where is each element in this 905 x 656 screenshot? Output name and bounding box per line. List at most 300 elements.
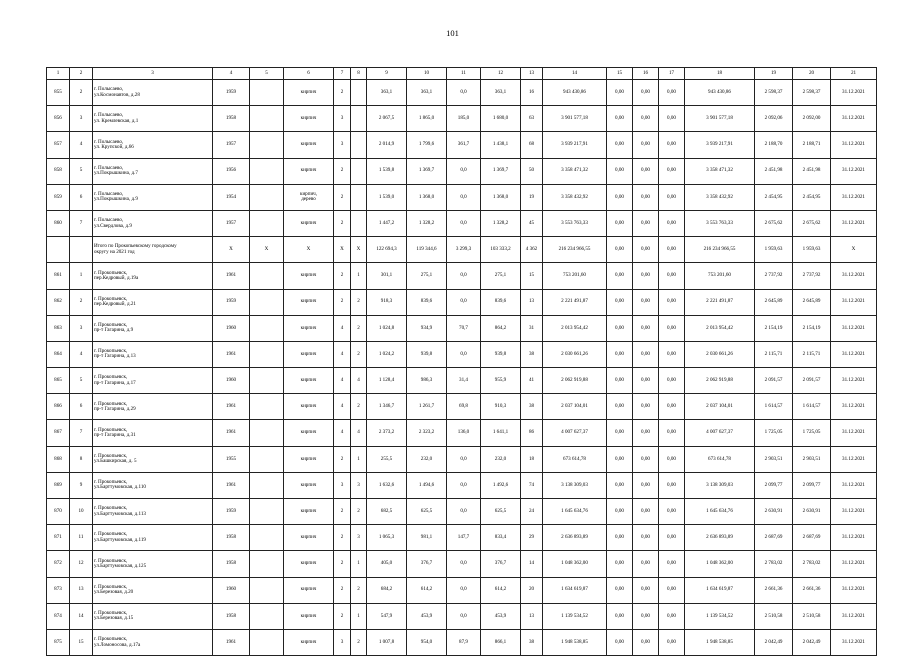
table-cell: 0,00 <box>607 525 633 551</box>
table-cell: 31.12.2021 <box>831 446 877 472</box>
table-cell: 2 323,2 <box>407 420 447 446</box>
table-cell: 1961 <box>213 472 250 498</box>
column-number-cell: 17 <box>659 68 685 80</box>
table-cell: 1 065,3 <box>367 525 407 551</box>
table-cell: 2 188,71 <box>793 132 831 158</box>
table-cell: 31.12.2021 <box>831 158 877 184</box>
table-cell: кирпич <box>284 629 334 655</box>
table-cell: 0,00 <box>607 80 633 106</box>
table-cell <box>250 158 284 184</box>
table-cell: 0,0 <box>447 184 481 210</box>
table-cell <box>250 315 284 341</box>
table-cell: 2 <box>334 210 351 236</box>
table-cell: 1 634 619,87 <box>543 577 607 603</box>
table-cell: 0,0 <box>447 80 481 106</box>
table-cell: 31.12.2021 <box>831 315 877 341</box>
table-row <box>47 289 877 315</box>
table-cell: 2 030 661,26 <box>543 341 607 367</box>
column-number-cell: 11 <box>447 68 481 80</box>
table-cell: 1 139 534,52 <box>685 603 755 629</box>
table-cell: 14 <box>70 603 93 629</box>
address-cell: г. Прокопьевск, пр-т Гагарина, д.9 <box>93 315 213 341</box>
table-cell: 6 <box>70 184 93 210</box>
table-cell: 5 <box>70 368 93 394</box>
table-cell: 1 447,2 <box>367 210 407 236</box>
table-cell: 15 <box>521 263 543 289</box>
table-cell: 839,6 <box>481 289 521 315</box>
table-cell: 0,0 <box>447 210 481 236</box>
table-cell: кирпич <box>284 132 334 158</box>
table-cell: 3 358 432,92 <box>543 184 607 210</box>
table-cell: 2 037 104,01 <box>685 394 755 420</box>
table-cell: 2 221 491,87 <box>685 289 755 315</box>
column-number-cell: 18 <box>685 68 755 80</box>
table-cell: 0,00 <box>659 210 685 236</box>
table-cell: 6 <box>70 394 93 420</box>
table-cell: 0,00 <box>633 106 659 132</box>
table-cell: 1 368,0 <box>481 184 521 210</box>
table-cell: 2 062 919,88 <box>543 368 607 394</box>
table-cell: 3 939 217,91 <box>685 132 755 158</box>
table-cell: 875 <box>47 629 70 655</box>
table-cell: 0,00 <box>607 499 633 525</box>
table-cell: 74 <box>521 472 543 498</box>
table-row <box>47 499 877 525</box>
table-cell: 103 333,2 <box>481 237 521 263</box>
table-cell: 0,00 <box>607 263 633 289</box>
table-cell: 1 959,63 <box>793 237 831 263</box>
table-row <box>47 629 877 655</box>
table-cell <box>351 210 367 236</box>
table-cell: 753 201,60 <box>543 263 607 289</box>
table-cell: 0,0 <box>447 472 481 498</box>
table-row <box>47 210 877 236</box>
table-cell: 2 903,51 <box>793 446 831 472</box>
table-cell: 2 737,92 <box>755 263 793 289</box>
table-cell: 0,00 <box>659 446 685 472</box>
column-number-row <box>47 68 877 80</box>
table-cell: 31.12.2021 <box>831 525 877 551</box>
table-cell: 3 553 763,33 <box>543 210 607 236</box>
table-cell: 614,2 <box>407 577 447 603</box>
table-cell: 2 <box>334 446 351 472</box>
table-row <box>47 446 877 472</box>
table-cell: 1 369,7 <box>481 158 521 184</box>
table-cell: 1958 <box>213 603 250 629</box>
table-cell: 1 948 538,85 <box>685 629 755 655</box>
table-cell: 861 <box>47 263 70 289</box>
table-row <box>47 472 877 498</box>
address-cell: г. Полысаево, ул. Крупской, д.66 <box>93 132 213 158</box>
table-cell: 2 014,9 <box>367 132 407 158</box>
table-cell: 1 614,57 <box>793 394 831 420</box>
table-cell: 753 201,60 <box>685 263 755 289</box>
table-cell: 0,00 <box>607 315 633 341</box>
table-cell: 1955 <box>213 446 250 472</box>
table-cell: 2 687,69 <box>793 525 831 551</box>
table-cell: 2 <box>351 629 367 655</box>
table-cell: 376,7 <box>481 551 521 577</box>
table-cell: 866 <box>47 394 70 420</box>
table-cell: 1958 <box>213 106 250 132</box>
table-cell <box>351 158 367 184</box>
table-row <box>47 577 877 603</box>
table-row <box>47 525 877 551</box>
table-cell: 24 <box>521 499 543 525</box>
table-cell <box>351 184 367 210</box>
table-cell: 3 939 217,91 <box>543 132 607 158</box>
table-cell: 4 <box>334 368 351 394</box>
table-cell: 2 675,62 <box>793 210 831 236</box>
table-cell: 1960 <box>213 315 250 341</box>
table-cell: 5 <box>70 158 93 184</box>
table-cell <box>250 210 284 236</box>
table-cell: 1 139 534,52 <box>543 603 607 629</box>
table-cell: 4 <box>334 341 351 367</box>
table-cell: 2 737,92 <box>793 263 831 289</box>
table-cell: 4 <box>351 368 367 394</box>
table-cell: 147,7 <box>447 525 481 551</box>
table-cell: кирпич <box>284 341 334 367</box>
table-cell: кирпич <box>284 603 334 629</box>
table-cell: 0,00 <box>633 629 659 655</box>
table-cell: 2 636 893,89 <box>685 525 755 551</box>
table-cell: 0,00 <box>633 525 659 551</box>
table-cell: кирпич <box>284 577 334 603</box>
table-cell: 19 <box>521 184 543 210</box>
table-cell: 31.12.2021 <box>831 420 877 446</box>
table-cell <box>250 106 284 132</box>
table-cell: 1 024,8 <box>367 315 407 341</box>
table-cell: 2 661,36 <box>755 577 793 603</box>
table-cell: 3 299,3 <box>447 237 481 263</box>
table-cell: 3 <box>334 629 351 655</box>
table-cell: 625,5 <box>481 499 521 525</box>
table-row <box>47 341 877 367</box>
table-cell: 31.12.2021 <box>831 577 877 603</box>
table-cell: 31.12.2021 <box>831 132 877 158</box>
table-cell: 1957 <box>213 210 250 236</box>
table-cell: 0,00 <box>607 472 633 498</box>
table-row <box>47 184 877 210</box>
table-cell: 0,00 <box>607 603 633 629</box>
table-cell: 2 630,91 <box>755 499 793 525</box>
table-cell: 1959 <box>213 80 250 106</box>
table-row <box>47 394 877 420</box>
table-cell: 2 091,57 <box>793 368 831 394</box>
table-cell: 1 346,7 <box>367 394 407 420</box>
table-cell: 2 <box>70 80 93 106</box>
table-cell: 0,00 <box>607 341 633 367</box>
table-cell: 1 539,8 <box>367 158 407 184</box>
table-cell: 1 328,2 <box>481 210 521 236</box>
table-cell: 3 <box>334 132 351 158</box>
table-cell: 216 234 966,55 <box>685 237 755 263</box>
table-cell: 4 <box>334 394 351 420</box>
address-cell: г. Прокопьевск, ул.Барттумовская, д.113 <box>93 499 213 525</box>
table-cell: 255,5 <box>367 446 407 472</box>
table-cell: 1 614,57 <box>755 394 793 420</box>
table-cell <box>250 420 284 446</box>
table-cell: 867 <box>47 420 70 446</box>
address-cell: г. Прокопьевск, ул.Березовая, д.20 <box>93 577 213 603</box>
table-cell: 0,0 <box>447 551 481 577</box>
table-cell: 986,3 <box>407 368 447 394</box>
table-cell: кирпич <box>284 289 334 315</box>
table-cell: 38 <box>521 394 543 420</box>
table-cell: 1 492,6 <box>481 472 521 498</box>
table-cell: 2 013 954,42 <box>685 315 755 341</box>
column-number-cell: 4 <box>213 68 250 80</box>
table-cell: 918,3 <box>367 289 407 315</box>
table-cell: 871 <box>47 525 70 551</box>
table-cell: 2 661,36 <box>793 577 831 603</box>
table-cell: 857 <box>47 132 70 158</box>
table-cell: 2 092,06 <box>755 106 793 132</box>
table-cell: 68 <box>521 132 543 158</box>
table-cell: 376,7 <box>407 551 447 577</box>
table-cell: кирпич <box>284 158 334 184</box>
table-cell: 939,8 <box>407 341 447 367</box>
table-cell: 13 <box>521 289 543 315</box>
table-cell: 15 <box>70 629 93 655</box>
table-cell: 0,00 <box>633 315 659 341</box>
table-cell: 3 138 309,03 <box>543 472 607 498</box>
table-cell: 1956 <box>213 158 250 184</box>
table-cell: 2 188,70 <box>755 132 793 158</box>
table-cell: 232,0 <box>481 446 521 472</box>
table-cell: 0,00 <box>659 577 685 603</box>
table-cell: 41 <box>521 368 543 394</box>
table-cell: 1961 <box>213 263 250 289</box>
table-cell: 2 598,37 <box>755 80 793 106</box>
table-cell: 31,4 <box>447 368 481 394</box>
table-cell: 870 <box>47 499 70 525</box>
table-cell <box>70 237 93 263</box>
table-cell: кирпич <box>284 499 334 525</box>
column-number-cell: 10 <box>407 68 447 80</box>
table-cell: 2 <box>334 551 351 577</box>
table-cell: 2 454,95 <box>755 184 793 210</box>
table-cell: 31.12.2021 <box>831 551 877 577</box>
table-cell: 8 <box>70 446 93 472</box>
table-cell: 0,00 <box>633 158 659 184</box>
table-cell: 2 <box>334 499 351 525</box>
table-cell: 2 630,91 <box>793 499 831 525</box>
address-cell: г. Прокопьевск, пер.Кедровый, д.21 <box>93 289 213 315</box>
table-cell: 16 <box>521 80 543 106</box>
table-row <box>47 132 877 158</box>
table-cell: 2 154,19 <box>755 315 793 341</box>
table-cell: 2 042,49 <box>793 629 831 655</box>
table-cell: 9 <box>70 472 93 498</box>
column-number-cell: 14 <box>543 68 607 80</box>
table-cell <box>250 263 284 289</box>
table-cell: 12 <box>70 551 93 577</box>
table-cell: 0,00 <box>659 472 685 498</box>
table-cell: 1 645 634,76 <box>685 499 755 525</box>
table-cell: 0,0 <box>447 158 481 184</box>
column-number-cell: 12 <box>481 68 521 80</box>
table-cell: 547,9 <box>367 603 407 629</box>
table-cell: 625,5 <box>407 499 447 525</box>
table-cell <box>250 577 284 603</box>
table-cell: 0,00 <box>607 132 633 158</box>
table-cell: 31.12.2021 <box>831 629 877 655</box>
table-cell: 38 <box>521 341 543 367</box>
table-cell: 453,9 <box>407 603 447 629</box>
address-cell: г. Полысаево, ул.Космонавтов, д.28 <box>93 80 213 106</box>
table-cell: 2 <box>351 341 367 367</box>
table-cell: 0,0 <box>447 499 481 525</box>
table-cell: 0,00 <box>659 499 685 525</box>
table-cell: 0,0 <box>447 446 481 472</box>
table-row <box>47 263 877 289</box>
table-cell: 856 <box>47 106 70 132</box>
table-cell: 2 <box>351 499 367 525</box>
table-cell: 1 494,6 <box>407 472 447 498</box>
table-cell: 2 <box>70 289 93 315</box>
table-row <box>47 80 877 106</box>
table-cell: 2 062 919,88 <box>685 368 755 394</box>
table-cell: 2 092,00 <box>793 106 831 132</box>
table-cell <box>351 132 367 158</box>
table-cell: 0,00 <box>607 446 633 472</box>
table-cell: 2 <box>334 80 351 106</box>
address-cell: г. Полысаево, ул. Кремлевская, д.1 <box>93 106 213 132</box>
table-cell: 275,1 <box>481 263 521 289</box>
table-cell: 361,7 <box>447 132 481 158</box>
table-cell <box>250 132 284 158</box>
table-cell: 136,0 <box>447 420 481 446</box>
column-number-cell: 13 <box>521 68 543 80</box>
table-cell: 31.12.2021 <box>831 499 877 525</box>
column-number-cell: 20 <box>793 68 831 80</box>
table-cell: 910,3 <box>481 394 521 420</box>
table-cell: 0,00 <box>633 577 659 603</box>
table-cell: 673 614,78 <box>685 446 755 472</box>
table-cell: 981,1 <box>407 525 447 551</box>
table-cell: 673 614,78 <box>543 446 607 472</box>
table-cell: 859 <box>47 184 70 210</box>
table-cell: 864,2 <box>481 315 521 341</box>
table-cell: 2 099,77 <box>755 472 793 498</box>
table-cell: кирпич <box>284 263 334 289</box>
table-cell: кирпич <box>284 472 334 498</box>
table-cell: 31.12.2021 <box>831 472 877 498</box>
table-cell: 0,0 <box>447 263 481 289</box>
table-cell: 1959 <box>213 499 250 525</box>
table-cell: 1961 <box>213 394 250 420</box>
table-cell: X <box>284 237 334 263</box>
table-cell: 2 451,98 <box>793 158 831 184</box>
table-cell: 0,00 <box>633 289 659 315</box>
table-cell <box>250 184 284 210</box>
table-cell: 13 <box>521 603 543 629</box>
table-cell: 0,0 <box>447 289 481 315</box>
table-cell: 14 <box>521 551 543 577</box>
address-cell: г. Прокопьевск, ул.Башкирская, д. 5 <box>93 446 213 472</box>
total-row <box>47 237 877 263</box>
table-cell: 0,00 <box>633 368 659 394</box>
table-cell: X <box>831 237 877 263</box>
address-cell: г. Прокопьевск, ул.Барттумовская, д.110 <box>93 472 213 498</box>
table-cell <box>250 551 284 577</box>
table-cell: 31.12.2021 <box>831 106 877 132</box>
table-cell: 0,00 <box>659 341 685 367</box>
table-cell: 3 138 309,03 <box>685 472 755 498</box>
table-cell: 31 <box>521 315 543 341</box>
table-row <box>47 420 877 446</box>
table-cell: 2 067,5 <box>367 106 407 132</box>
table-cell: 0,00 <box>607 551 633 577</box>
table-cell: 2 645,89 <box>793 289 831 315</box>
table-cell: 955,9 <box>481 368 521 394</box>
table-body <box>47 68 877 656</box>
table-cell: 1 438,1 <box>481 132 521 158</box>
table-cell: 0,00 <box>659 525 685 551</box>
table-cell: 0,0 <box>447 603 481 629</box>
table-cell: X <box>250 237 284 263</box>
table-cell: 1961 <box>213 629 250 655</box>
address-cell: г. Прокопьевск, ул.Барттумовская, д.119 <box>93 525 213 551</box>
table-cell: 2 <box>334 525 351 551</box>
table-cell: 1959 <box>213 289 250 315</box>
table-row <box>47 551 877 577</box>
table-cell: 0,00 <box>607 210 633 236</box>
table-cell: 2 099,77 <box>793 472 831 498</box>
table-cell: 0,00 <box>659 603 685 629</box>
table-cell: 0,00 <box>607 368 633 394</box>
table-cell: 45 <box>521 210 543 236</box>
table-cell: 1957 <box>213 132 250 158</box>
table-cell: 0,00 <box>659 420 685 446</box>
table-row <box>47 368 877 394</box>
table-cell: 3 <box>70 315 93 341</box>
table-cell: X <box>351 237 367 263</box>
table-cell: 0,00 <box>633 237 659 263</box>
table-cell: кирпич <box>284 315 334 341</box>
table-cell: 18 <box>521 446 543 472</box>
table-cell: 0,00 <box>607 158 633 184</box>
table-cell: 0,00 <box>659 315 685 341</box>
table-cell: 1960 <box>213 368 250 394</box>
housing-register-table <box>46 67 877 656</box>
table-cell: 1 <box>351 263 367 289</box>
address-cell: г. Прокопьевск, ул.Барттумовская, д.125 <box>93 551 213 577</box>
table-cell: 0,00 <box>633 551 659 577</box>
table-cell: 2 <box>334 263 351 289</box>
table-cell: 0,00 <box>633 184 659 210</box>
table-cell: 1958 <box>213 551 250 577</box>
address-cell: г. Прокопьевск, пер.Кедровый, д.19а <box>93 263 213 289</box>
table-cell: 1 368,0 <box>407 184 447 210</box>
column-number-cell: 6 <box>284 68 334 80</box>
table-cell: 38 <box>521 629 543 655</box>
table-cell: 0,00 <box>607 394 633 420</box>
table-cell: 0,00 <box>659 551 685 577</box>
address-cell: г. Полысаево, ул.Свердлова, д.9 <box>93 210 213 236</box>
table-cell: 31.12.2021 <box>831 80 877 106</box>
table-cell: 3 901 577,18 <box>543 106 607 132</box>
address-cell: г. Полысаево, ул.Покрышкина, д.7 <box>93 158 213 184</box>
column-number-cell: 1 <box>47 68 70 80</box>
table-cell: кирпич <box>284 420 334 446</box>
table-cell: 2 454,95 <box>793 184 831 210</box>
table-cell: 833,4 <box>481 525 521 551</box>
table-cell: 1 948 538,85 <box>543 629 607 655</box>
table-cell: 2 675,62 <box>755 210 793 236</box>
